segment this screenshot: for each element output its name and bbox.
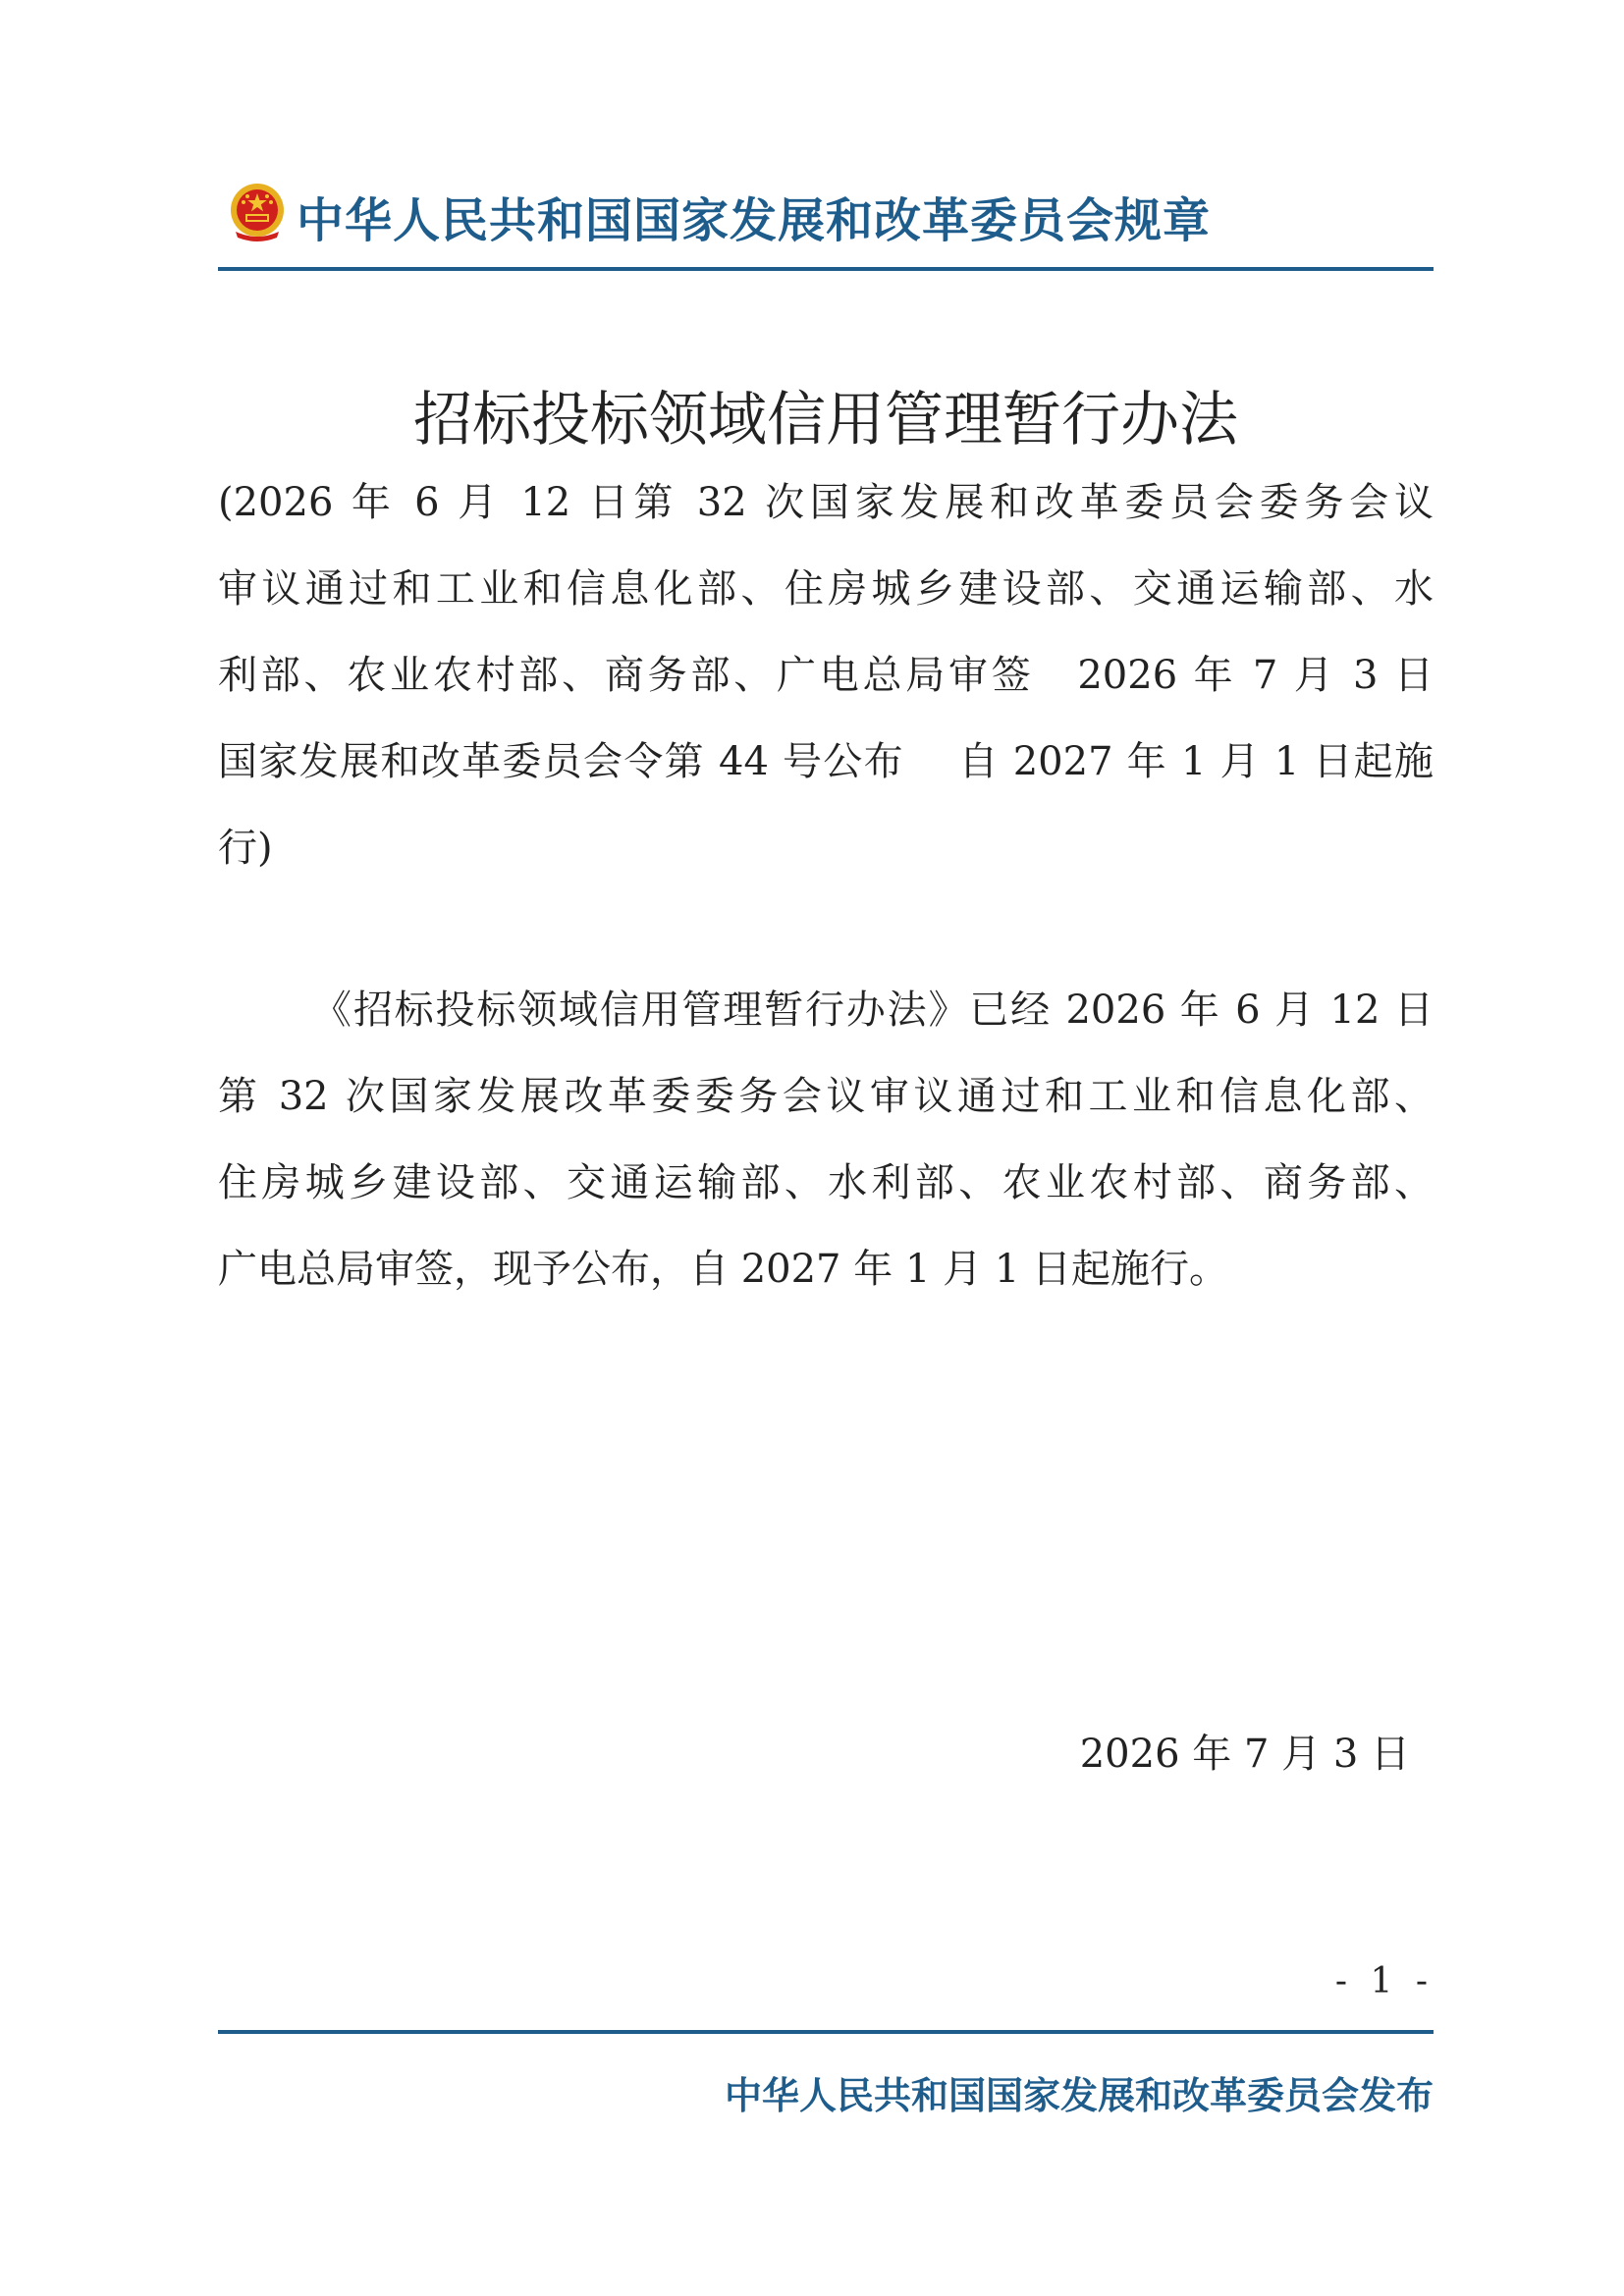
footer-divider [218, 2030, 1434, 2034]
preamble-line: 利部、农业农村部、商务部、广电总局审签 2026 年 7 月 3 日 [218, 653, 1434, 698]
page-header [218, 173, 1434, 251]
document-title: 招标投标领域信用管理暂行办法 [413, 386, 1238, 454]
footer-publisher: 中华人民共和国国家发展和改革委员会发布 [724, 2074, 1434, 2117]
header-divider [218, 267, 1434, 271]
document-preamble [218, 459, 1434, 891]
signature-date: 2026 年 7 月 3 日 [1079, 1732, 1410, 1777]
preamble-line: 行) [218, 826, 273, 871]
preamble-line: 国家发展和改革委员会令第 44 号公布 自 2027 年 1 月 1 日起施 [218, 739, 1434, 784]
national-emblem-icon [226, 181, 289, 243]
preamble-line: 审议通过和工业和信息化部、住房城乡建设部、交通运输部、水 [218, 566, 1434, 612]
body-line: 第 32 次国家发展改革委委务会议审议通过和工业和信息化部、 [218, 1074, 1434, 1119]
document-body [218, 967, 1434, 1312]
page-number: - 1 - [1334, 1961, 1434, 2002]
header-title: 中华人民共和国国家发展和改革委员会规章 [297, 193, 1212, 248]
body-line: 广电总局审签，现予公布，自 2027 年 1 月 1 日起施行。 [218, 1247, 1228, 1292]
body-line: 《招标投标领域信用管理暂行办法》已经 2026 年 6 月 12 日 [312, 988, 1434, 1033]
preamble-line: (2026 年 6 月 12 日第 32 次国家发展和改革委员会委务会议 [218, 480, 1434, 525]
body-line: 住房城乡建设部、交通运输部、水利部、农业农村部、商务部、 [218, 1160, 1434, 1205]
